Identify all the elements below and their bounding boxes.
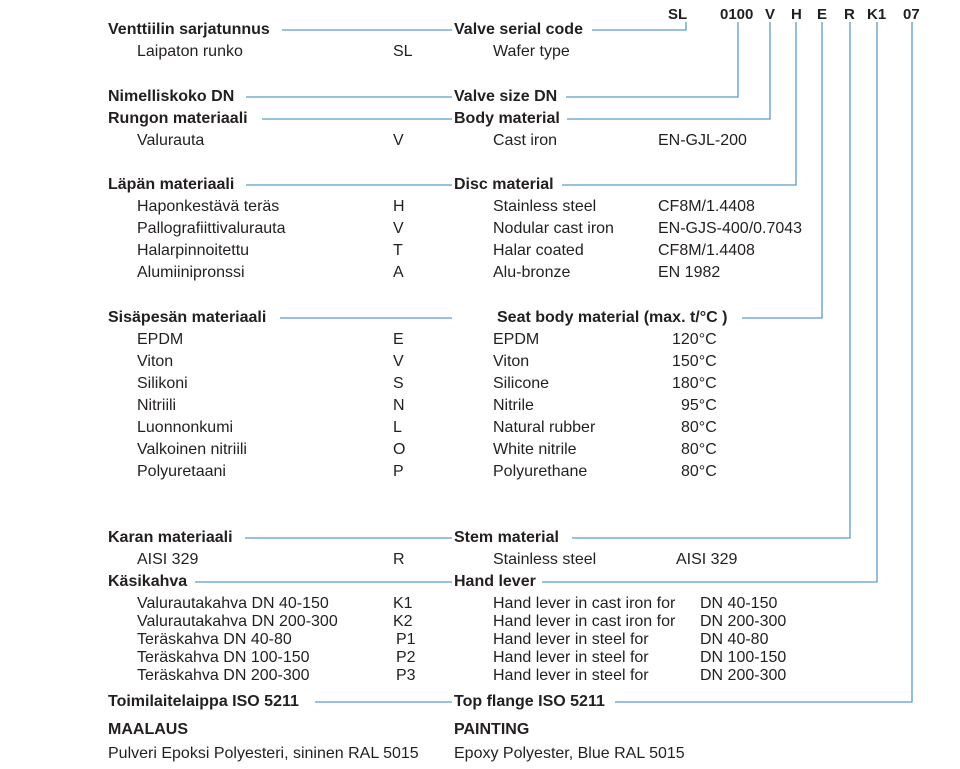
serial-en-value: Wafer type bbox=[493, 43, 570, 60]
lever-row-en: Hand lever in steel for bbox=[493, 649, 649, 666]
lever-row-code: K1 bbox=[393, 595, 413, 612]
lever-row-en: Hand lever in steel for bbox=[493, 631, 649, 648]
seat-row-fi: Nitriili bbox=[137, 397, 177, 414]
painting-en-title: PAINTING bbox=[454, 721, 530, 738]
seat-row-fi: Valkoinen nitriili bbox=[137, 441, 247, 458]
flange-fi-title: Toimilaitelaippa ISO 5211 bbox=[108, 693, 299, 710]
disc-row-spec: EN 1982 bbox=[658, 264, 721, 281]
seat-row-temp: 120°C bbox=[672, 331, 717, 348]
leader-body-code bbox=[567, 22, 770, 119]
lever-row-code: K2 bbox=[393, 613, 413, 630]
lever-row-en: Hand lever in cast iron for bbox=[493, 595, 676, 612]
disc-row-fi: Pallografiittivalurauta bbox=[137, 220, 286, 237]
lever-row-code: P1 bbox=[396, 631, 416, 648]
disc-row-code: H bbox=[393, 198, 405, 215]
code-disc: H bbox=[791, 6, 802, 23]
seat-row-temp: 150°C bbox=[672, 353, 717, 370]
disc-row-fi: Alumiinipronssi bbox=[137, 264, 245, 281]
seat-row-fi: Luonnonkumi bbox=[137, 419, 234, 436]
code-seat: E bbox=[817, 6, 828, 23]
painting-fi-value: Pulveri Epoksi Polyesteri, sininen RAL 5015 bbox=[108, 745, 419, 762]
painting-en-value: Epoxy Polyester, Blue RAL 5015 bbox=[454, 745, 685, 762]
serial-code-value: SL bbox=[393, 43, 413, 60]
disc-row-en: Nodular cast iron bbox=[493, 220, 614, 237]
seat-row-en: White nitrile bbox=[493, 441, 577, 458]
stem-spec-value: AISI 329 bbox=[676, 551, 738, 568]
disc-row-spec: CF8M/1.4408 bbox=[658, 198, 755, 215]
seat-row-fi: Viton bbox=[137, 353, 174, 370]
disc-row-fi: Haponkestävä teräs bbox=[137, 198, 280, 215]
disc-row-fi: Halarpinnoitettu bbox=[137, 242, 250, 259]
lever-fi-title: Käsikahva bbox=[108, 573, 188, 590]
seat-row-code: P bbox=[393, 463, 404, 480]
seat-row-en: Silicone bbox=[493, 375, 550, 392]
seat-row-code: V bbox=[393, 353, 404, 370]
disc-row-en: Stainless steel bbox=[493, 198, 597, 215]
lever-row-fi: Teräskahva DN 40-80 bbox=[137, 631, 292, 648]
body-fi-title: Rungon materiaali bbox=[108, 110, 248, 127]
body-spec-value: EN-GJL-200 bbox=[658, 132, 747, 149]
size-en-title: Valve size DN bbox=[454, 88, 558, 105]
seat-row-code: O bbox=[393, 441, 406, 458]
serial-fi-title: Venttiilin sarjatunnus bbox=[108, 21, 270, 38]
code-body: V bbox=[765, 6, 776, 23]
disc-row-code: A bbox=[393, 264, 404, 281]
seat-row-code: N bbox=[393, 397, 405, 414]
seat-row-temp: 95°C bbox=[681, 397, 717, 414]
seat-row-fi: Silikoni bbox=[137, 375, 188, 392]
seat-row-temp: 80°C bbox=[681, 463, 717, 480]
stem-fi-value: AISI 329 bbox=[137, 551, 199, 568]
code-flange: 07 bbox=[903, 6, 920, 23]
seat-row-fi: Polyuretaani bbox=[137, 463, 226, 480]
lever-row-spec: DN 200-300 bbox=[700, 667, 787, 684]
seat-row-en: Natural rubber bbox=[493, 419, 596, 436]
stem-en-title: Stem material bbox=[454, 529, 559, 546]
lever-row-spec: DN 200-300 bbox=[700, 613, 787, 630]
stem-code-value: R bbox=[393, 551, 405, 568]
painting-fi-title: MAALAUS bbox=[108, 721, 188, 738]
seat-row-code: L bbox=[393, 419, 402, 436]
serial-en-title: Valve serial code bbox=[454, 21, 583, 38]
body-fi-value: Valurauta bbox=[137, 132, 205, 149]
code-lever: K1 bbox=[867, 6, 887, 23]
leader-seat-code bbox=[742, 22, 822, 318]
lever-row-spec: DN 40-150 bbox=[700, 595, 778, 612]
lever-row-fi: Valurautakahva DN 40-150 bbox=[137, 595, 329, 612]
stem-fi-title: Karan materiaali bbox=[108, 529, 233, 546]
lever-row-fi: Teräskahva DN 100-150 bbox=[137, 649, 310, 666]
body-code-value: V bbox=[393, 132, 404, 149]
seat-row-en: Polyurethane bbox=[493, 463, 588, 480]
lever-row-fi: Valurautakahva DN 200-300 bbox=[137, 613, 338, 630]
disc-row-en: Alu-bronze bbox=[493, 264, 571, 281]
disc-row-spec: EN-GJS-400/0.7043 bbox=[658, 220, 803, 237]
disc-row-spec: CF8M/1.4408 bbox=[658, 242, 755, 259]
disc-en-title: Disc material bbox=[454, 176, 554, 193]
lever-row-en: Hand lever in steel for bbox=[493, 667, 649, 684]
disc-row-code: V bbox=[393, 220, 404, 237]
lever-row-code: P3 bbox=[396, 667, 416, 684]
code-size: 0100 bbox=[720, 6, 754, 23]
serial-fi-value: Laipaton runko bbox=[137, 43, 243, 60]
seat-en-title: Seat body material (max. t/°C ) bbox=[497, 309, 728, 326]
leader-serial-code bbox=[592, 22, 686, 30]
seat-row-temp: 80°C bbox=[681, 419, 717, 436]
lever-row-spec: DN 100-150 bbox=[700, 649, 787, 666]
seat-row-fi: EPDM bbox=[137, 331, 184, 348]
lever-row-code: P2 bbox=[396, 649, 416, 666]
flange-en-title: Top flange ISO 5211 bbox=[454, 693, 605, 710]
seat-row-en: EPDM bbox=[493, 331, 540, 348]
seat-row-en: Viton bbox=[493, 353, 530, 370]
seat-fi-title: Sisäpesän materiaali bbox=[108, 309, 267, 326]
seat-row-code: S bbox=[393, 375, 404, 392]
code-series: SL bbox=[668, 6, 688, 23]
stem-en-value: Stainless steel bbox=[493, 551, 597, 568]
body-en-value: Cast iron bbox=[493, 132, 558, 149]
seat-row-temp: 180°C bbox=[672, 375, 717, 392]
leader-disc-code bbox=[562, 22, 796, 185]
seat-row-en: Nitrile bbox=[493, 397, 534, 414]
disc-row-code: T bbox=[393, 242, 403, 259]
code-stem: R bbox=[844, 6, 855, 23]
disc-fi-title: Läpän materiaali bbox=[108, 176, 235, 193]
lever-row-fi: Teräskahva DN 200-300 bbox=[137, 667, 310, 684]
seat-row-code: E bbox=[393, 331, 404, 348]
seat-row-temp: 80°C bbox=[681, 441, 717, 458]
lever-row-en: Hand lever in cast iron for bbox=[493, 613, 676, 630]
lever-row-spec: DN 40-80 bbox=[700, 631, 769, 648]
size-fi-title: Nimelliskoko DN bbox=[108, 88, 235, 105]
body-en-title: Body material bbox=[454, 110, 560, 127]
leader-size-code bbox=[566, 22, 738, 97]
leader-lever-code bbox=[542, 22, 877, 582]
lever-en-title: Hand lever bbox=[454, 573, 536, 590]
disc-row-en: Halar coated bbox=[493, 242, 584, 259]
